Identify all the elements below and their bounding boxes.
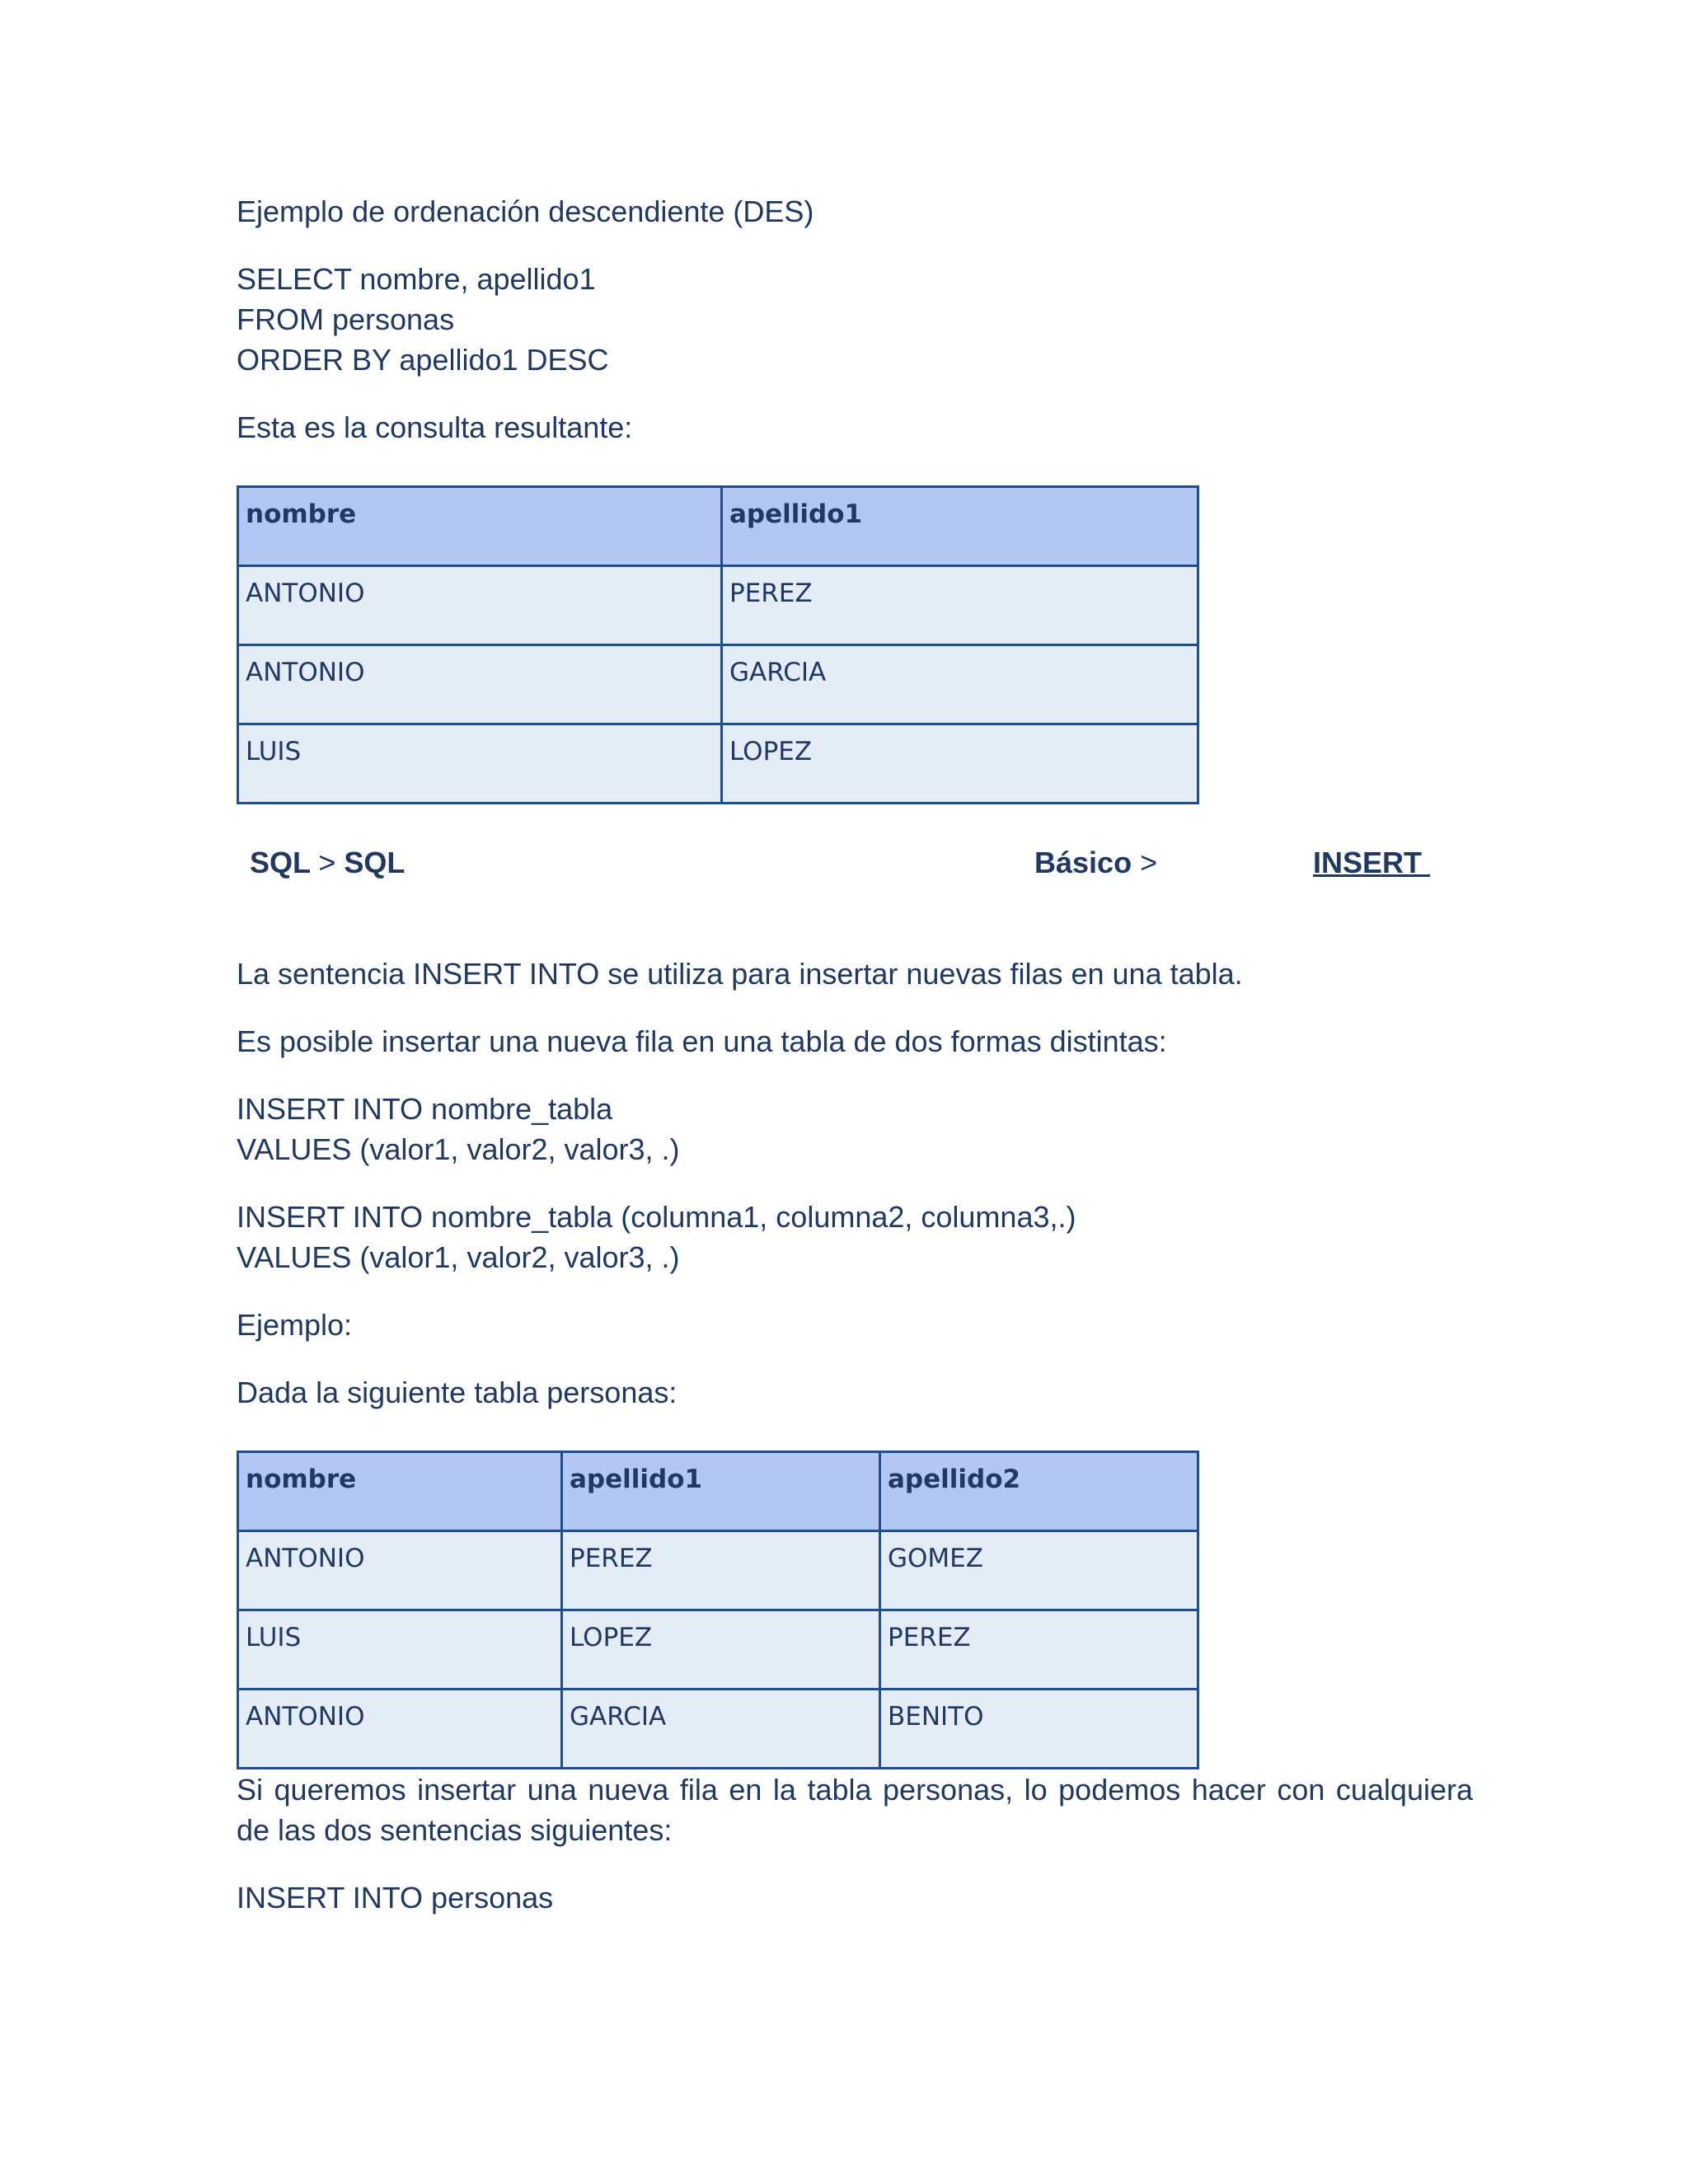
code-line: VALUES (valor1, valor2, valor3, .)	[237, 1240, 680, 1274]
table-cell: ANTONIO	[238, 1690, 562, 1769]
table-cell: ANTONIO	[238, 645, 722, 724]
section-heading: Ejemplo de ordenación descendiente (DES)	[237, 194, 814, 228]
table-cell: ANTONIO	[238, 1531, 562, 1610]
table-header-cell: nombre	[238, 1452, 562, 1531]
paragraph: La sentencia INSERT INTO se utiliza para insertar nuevas filas en una tabla.	[237, 957, 1243, 991]
breadcrumb-separator: >	[1140, 846, 1158, 879]
code-line: VALUES (valor1, valor2, valor3, .)	[237, 1132, 680, 1166]
table-header-row	[238, 1452, 1198, 1531]
table-row	[238, 645, 1198, 724]
table-row	[238, 724, 1198, 804]
table-header-row	[238, 487, 1198, 566]
table-header-cell: nombre	[238, 487, 722, 566]
code-line: FROM personas	[237, 302, 455, 336]
code-line: ORDER BY apellido1 DESC	[237, 343, 609, 377]
result-table	[237, 485, 1199, 804]
table-cell: PEREZ	[722, 566, 1198, 645]
breadcrumb-label: SQL	[344, 846, 406, 879]
paragraph: Si queremos insertar una nueva fila en la tabla personas, lo podemos hacer con cualquiera de las dos sentencias siguientes:	[237, 1773, 1473, 1847]
code-line: INSERT INTO nombre_tabla (columna1, columna2, columna3,.)	[237, 1200, 1076, 1234]
result-intro: Esta es la consulta resultante:	[237, 410, 633, 444]
table-header-cell: apellido1	[722, 487, 1198, 566]
table-cell: LOPEZ	[562, 1610, 880, 1690]
table-row	[238, 1610, 1198, 1690]
code-line: INSERT INTO personas	[237, 1881, 554, 1915]
table-cell: LUIS	[238, 1610, 562, 1690]
table-cell: PEREZ	[562, 1531, 880, 1610]
breadcrumb-separator: >	[318, 846, 336, 879]
table-row	[238, 566, 1198, 645]
breadcrumb-sql-link[interactable]	[250, 846, 405, 880]
paragraph: Es posible insertar una nueva fila en una tabla de dos formas distintas:	[237, 1024, 1167, 1058]
breadcrumb	[237, 846, 1489, 895]
breadcrumb-insert-link[interactable]: INSERT	[1313, 846, 1431, 879]
breadcrumb-label: SQL	[250, 846, 311, 879]
table-header-cell: apellido1	[562, 1452, 880, 1531]
code-line: INSERT INTO nombre_tabla	[237, 1092, 613, 1126]
table-cell: GARCIA	[562, 1690, 880, 1769]
table-cell: LOPEZ	[722, 724, 1198, 804]
table-cell: GARCIA	[722, 645, 1198, 724]
breadcrumb-basico-link[interactable]	[1034, 846, 1157, 880]
code-line: SELECT nombre, apellido1	[237, 262, 596, 296]
table-cell: GOMEZ	[880, 1531, 1198, 1610]
personas-table	[237, 1451, 1199, 1769]
table-row	[238, 1690, 1198, 1769]
table-row	[238, 1531, 1198, 1610]
breadcrumb-label: Básico	[1034, 846, 1132, 879]
table-cell: PEREZ	[880, 1610, 1198, 1690]
table-cell: LUIS	[238, 724, 722, 804]
paragraph: Ejemplo:	[237, 1308, 353, 1342]
table-cell: BENITO	[880, 1690, 1198, 1769]
table-header-cell: apellido2	[880, 1452, 1198, 1531]
paragraph: Dada la siguiente tabla personas:	[237, 1376, 678, 1409]
table-cell: ANTONIO	[238, 566, 722, 645]
document-content	[237, 191, 1489, 1918]
